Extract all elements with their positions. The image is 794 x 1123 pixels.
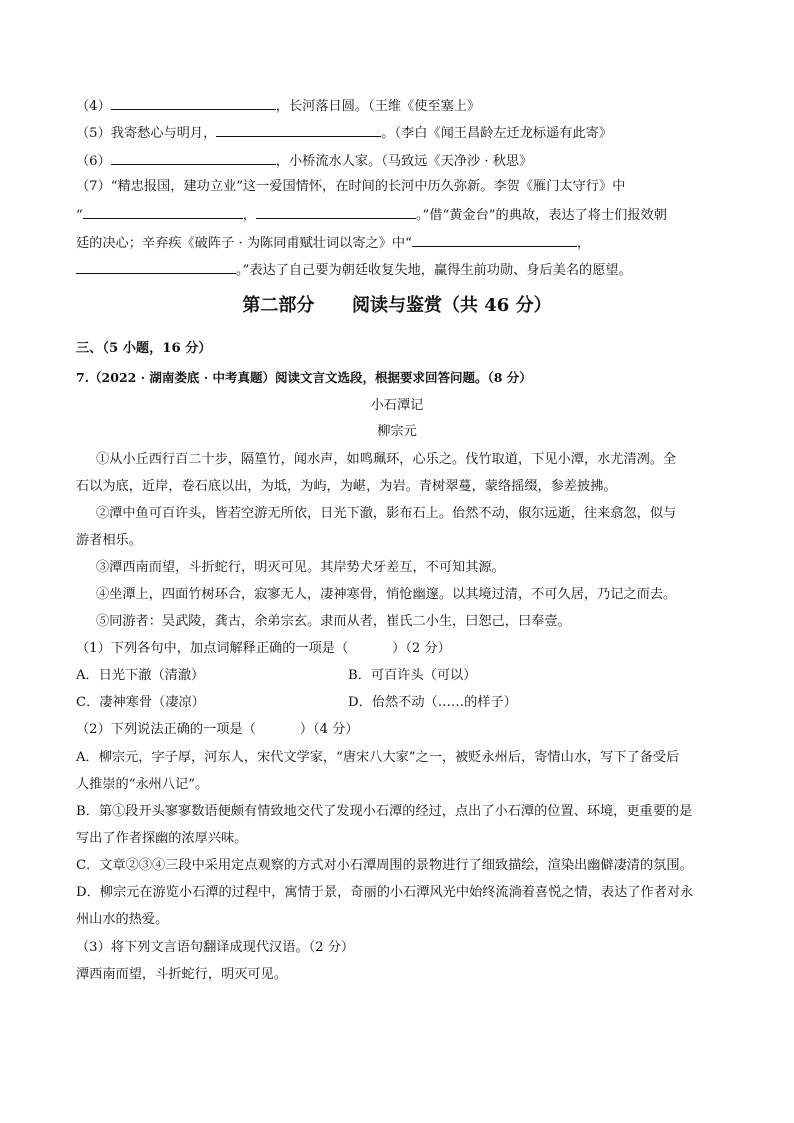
passage-paragraph-2-line1: ②潭中鱼可百许头，皆若空游无所依，日光下澈，影布石上。佁然不动，俶尔远逝，往来翕忽，似与 [96, 506, 677, 521]
q6-number: （6） [76, 154, 111, 169]
fill-in-q7-line4 [76, 260, 724, 280]
passage-paragraph-1-line1: ①从小丘西行百二十步，隔篁竹，闻水声，如鸣珮环，心乐之。伐竹取道，下见小潭，水尤清冽。全 [96, 452, 677, 467]
q4-number: （4） [76, 99, 111, 114]
option-c[interactable]: C．凄神寒骨（凄凉） [76, 695, 205, 710]
sub1-stem-after: ）（2 分） [392, 641, 451, 656]
option-a-line2[interactable]: 人推崇的“永州八记”。 [76, 777, 209, 792]
answer-blank[interactable] [111, 151, 276, 165]
sub1-stem-before: （1）下列各句中，加点词解释正确的一项是（ [76, 641, 349, 656]
option-d-line2[interactable]: 州山水的热爱。 [76, 912, 169, 927]
q7-line3-text: 廷的决心；辛弃疾《破阵子 · 为陈同甫赋壮词以寄之》中“ [76, 236, 412, 251]
section-heading: 三、（5 小题，16 分） [76, 341, 212, 356]
option-d[interactable]: D．佁然不动（……的样子） [348, 695, 517, 710]
sub2-stem-before: （2）下列说法正确的一项是（ [76, 722, 256, 737]
q4-text: ，长河落日圆。（王维《使至塞上》 [275, 99, 481, 114]
answer-blank[interactable] [83, 205, 243, 219]
q7-line2-text: 。”借“黄金台”的典故，表达了将士们报效朝 [415, 208, 667, 223]
option-b[interactable]: B．可百许头（可以） [348, 668, 477, 683]
q7-line4-text: 。”表达了自己要为朝廷收复失地，赢得生前功勋、身后美名的愿望。 [236, 263, 632, 278]
sub2-stem-after: ）（4 分） [299, 722, 359, 737]
option-a-line1[interactable]: A．柳宗元，字子厚，河东人，宋代文学家，“唐宋八大家”之一，被贬永州后，寄情山水，写下了备受后 [76, 750, 680, 765]
option-a[interactable]: A．日光下澈（清澈） [76, 668, 205, 683]
sub-question-3-sentence: 潭西南而望，斗折蛇行，明灭可见。 [76, 967, 287, 982]
fill-in-q6 [76, 151, 724, 171]
answer-blank[interactable] [412, 233, 577, 247]
open-quote: “ [76, 208, 83, 223]
fill-in-q7-line3 [76, 233, 724, 253]
passage-paragraph-1-line2: 石以为底，近岸，卷石底以出，为坻，为屿，为嵁，为岩。青树翠蔓，蒙络摇缀，参差披拂。 [76, 479, 617, 494]
passage-paragraph-3: ③潭西南而望，斗折蛇行，明灭可见。其岸势犬牙差互，不可知其源。 [96, 560, 505, 575]
sub-question-1-options-row1 [76, 667, 724, 685]
sub-question-1-options-row2 [76, 694, 724, 712]
comma: ， [576, 236, 591, 251]
passage-paragraph-5: ⑤同游者：吴武陵，龚古，余弟宗玄。隶而从者，崔氏二小生，曰恕己，曰奉壹。 [96, 614, 571, 629]
question-7-header: 7.（2022 · 湖南娄底 · 中考真题）阅读文言文选段，根据要求回答问题。（8 分） [76, 370, 532, 385]
q5-text-after: 。（李白《闻王昌龄左迁龙标遥有此寄》 [381, 126, 613, 141]
sub-question-3-stem: （3）将下列文言语句翻译成现代汉语。（2 分） [76, 940, 355, 955]
sub-question-2-stem [76, 721, 724, 739]
q6-text: ，小桥流水人家。（马致远《天净沙 · 秋思》 [275, 154, 533, 169]
answer-blank[interactable] [76, 260, 236, 274]
answer-blank[interactable] [111, 96, 276, 110]
fill-in-q4 [76, 96, 724, 116]
passage-title: 小石潭记 [370, 398, 424, 413]
q5-text-before: （5）我寄愁心与明月， [76, 126, 217, 141]
fill-in-q7-line1: （7）“精忠报国，建功立业”这一爱国情怀，在时间的长河中历久弥新。李贺《雁门太守行》中 [76, 179, 626, 194]
part-title: 第二部分 阅读与鉴赏（共 46 分） [242, 295, 552, 316]
passage-paragraph-4: ④坐潭上，四面竹树环合，寂寥无人，凄神寒骨，悄怆幽邃。以其境过清，不可久居，乃记之而去。 [96, 587, 677, 602]
option-d-line1[interactable]: D．柳宗元在游览小石潭的过程中，寓情于景，奇丽的小石潭风光中始终流淌着喜悦之情，表达了作者对永 [76, 885, 694, 900]
sub-question-1-stem [76, 640, 724, 658]
option-c-line1[interactable]: C．文章②③④三段中采用定点观察的方式对小石潭周围的景物进行了细致描绘，渲染出幽僻凄清的氛围。 [76, 858, 693, 873]
fill-in-q7-line2 [76, 205, 724, 225]
fill-in-q5 [76, 123, 724, 143]
comma: ， [242, 208, 256, 223]
option-b-line1[interactable]: B．第①段开头寥寥数语便颇有情致地交代了发现小石潭的经过，点出了小石潭的位置、环境，更重要的是 [76, 804, 693, 819]
answer-blank[interactable] [256, 205, 416, 219]
option-b-line2[interactable]: 写出了作者探幽的浓厚兴味。 [76, 831, 248, 846]
passage-paragraph-2-line2: 游者相乐。 [76, 533, 142, 548]
passage-author: 柳宗元 [377, 424, 417, 439]
answer-blank[interactable] [216, 123, 381, 137]
